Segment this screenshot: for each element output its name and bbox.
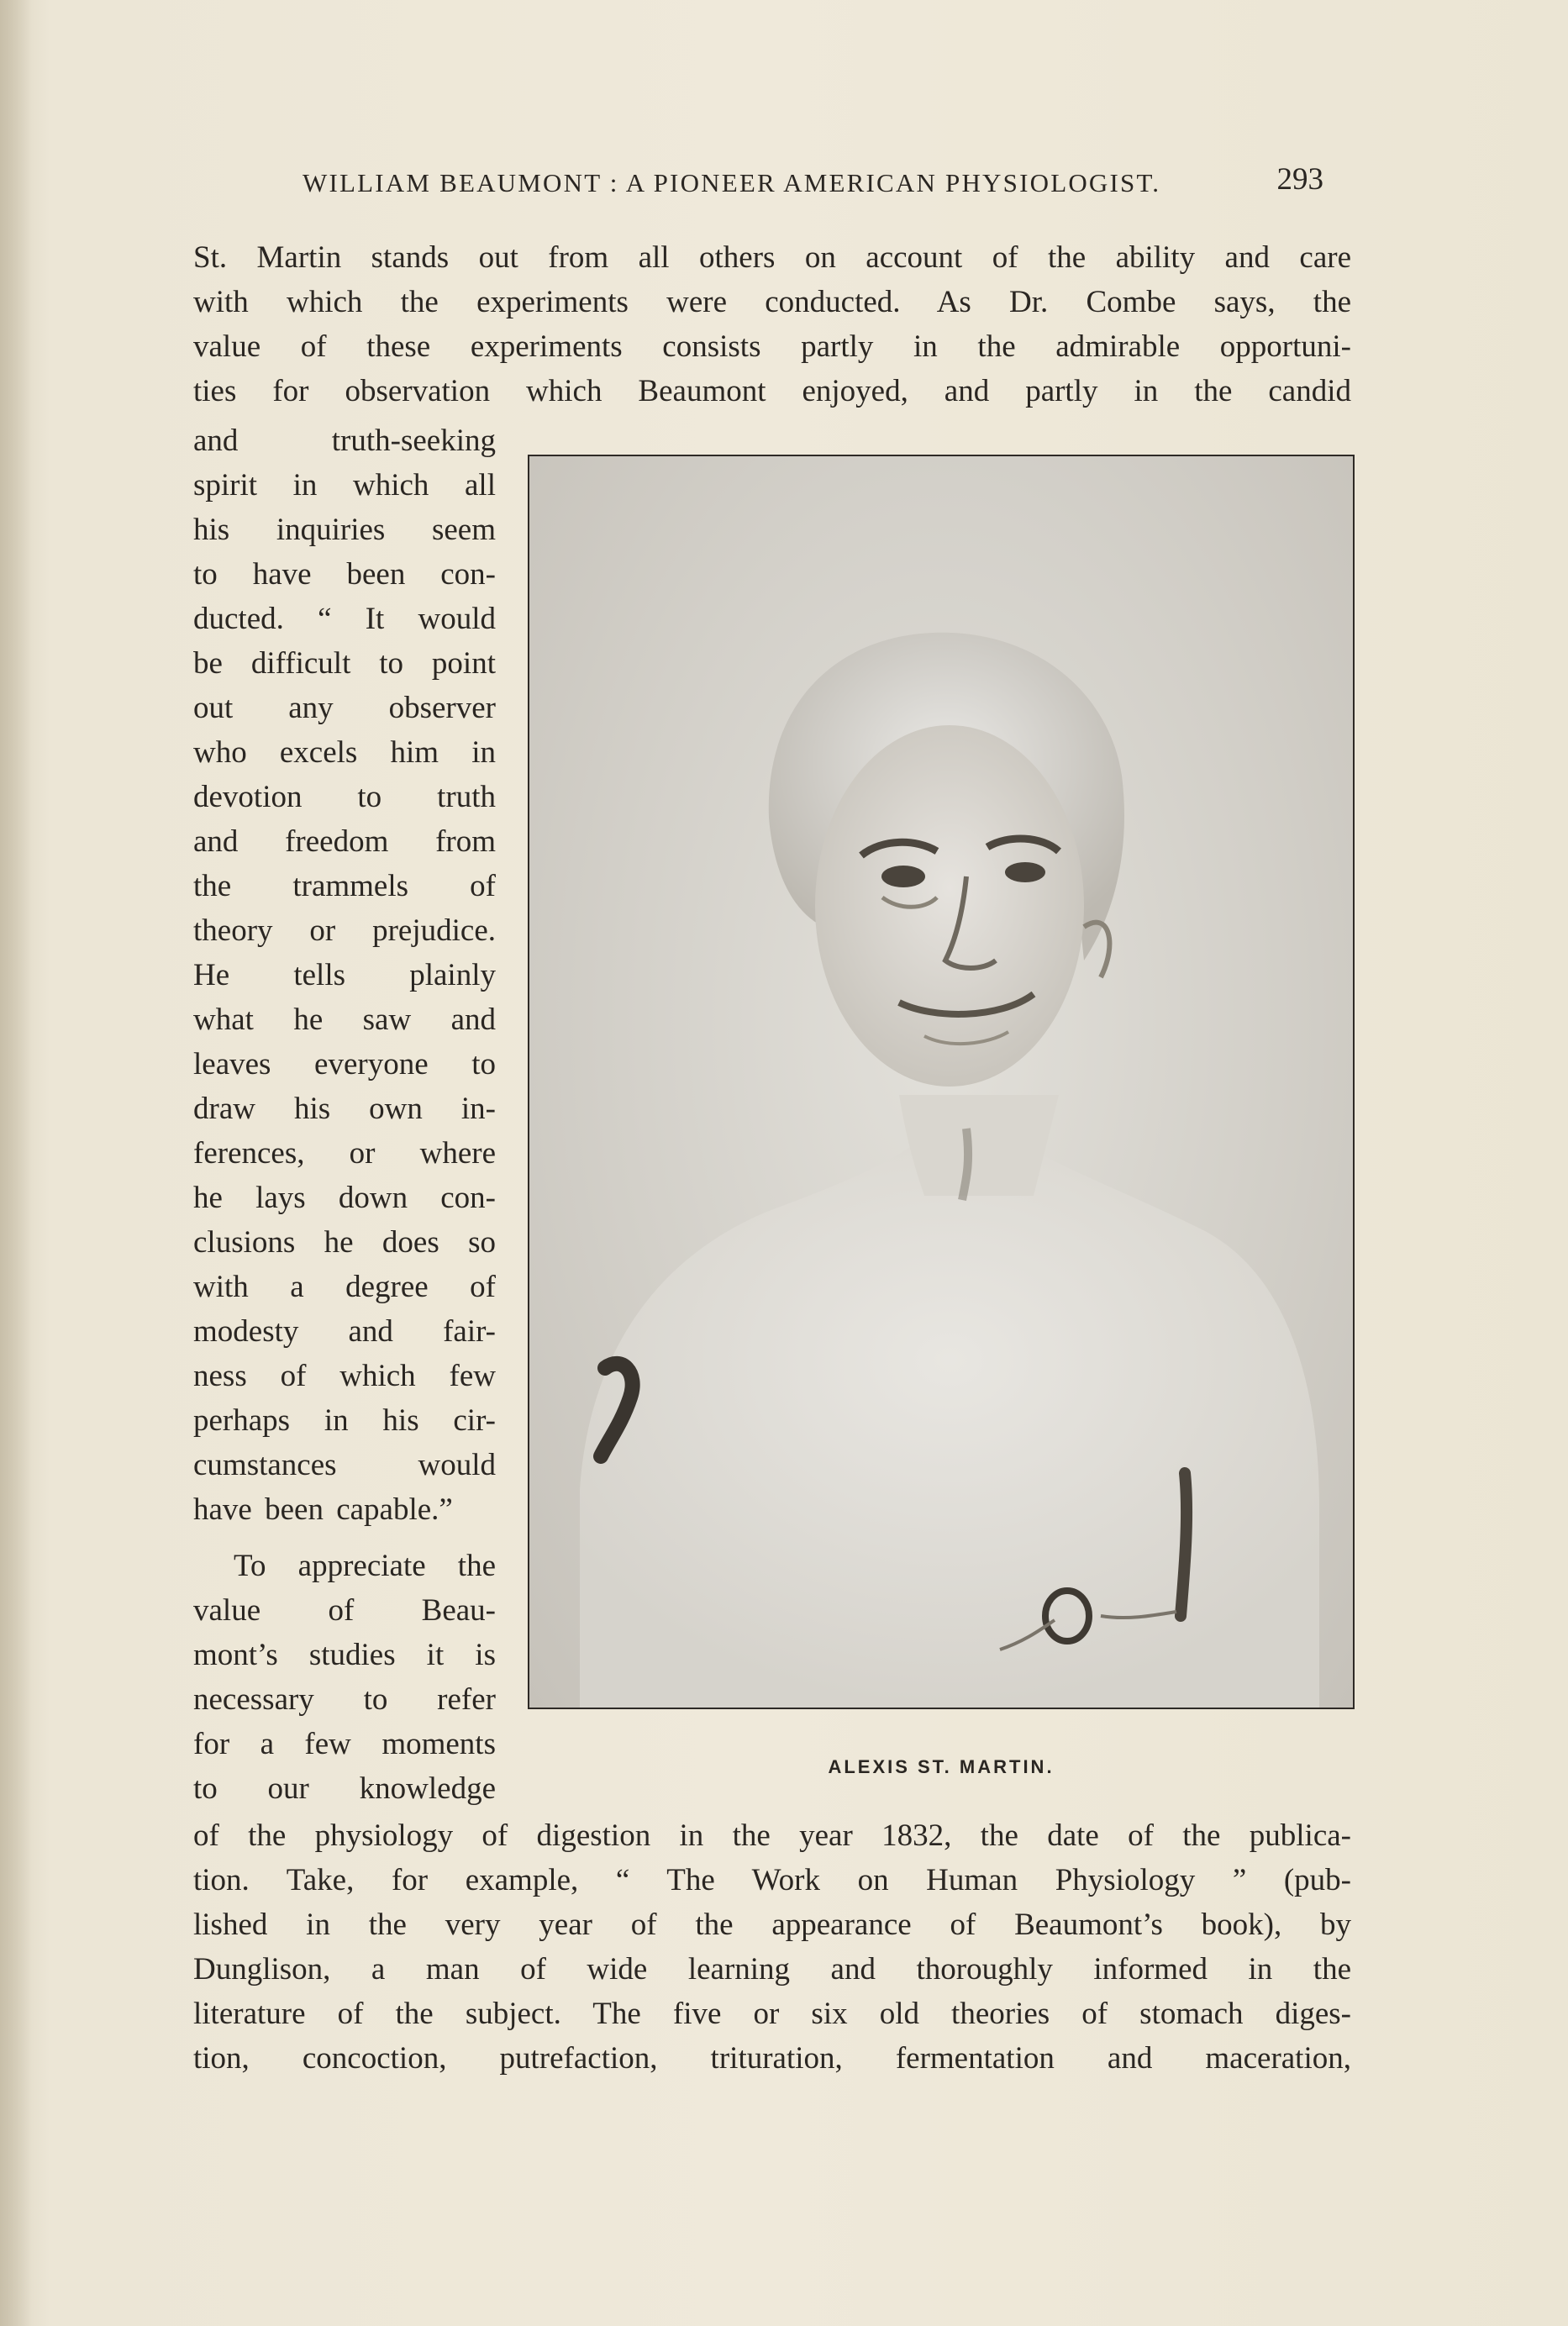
column-line: mont’s studies it is: [193, 1638, 496, 1672]
column-line: ness of which few: [193, 1359, 496, 1393]
column-line: to have been con-: [193, 557, 496, 592]
column-line: spirit in which all: [193, 468, 496, 503]
column-line: with a degree of: [193, 1270, 496, 1304]
body-line: lished in the very year of the appearance of Beaumont’s book), by: [193, 1908, 1351, 1942]
body-line: ties for observation which Beaumont enjoyed, and partly in the candid: [193, 374, 1351, 408]
body-line: tion. Take, for example, “ The Work on Human Physiology ” (pub-: [193, 1863, 1351, 1897]
body-line: St. Martin stands out from all others on account of the ability and care: [193, 240, 1351, 275]
column-line: ducted. “ It would: [193, 602, 496, 636]
column-line: He tells plainly: [193, 958, 496, 992]
column-line: what he saw and: [193, 1002, 496, 1037]
column-line: be difficult to point: [193, 646, 496, 681]
portrait-photo: [528, 455, 1355, 1709]
column-line: ferences, or where: [193, 1136, 496, 1171]
column-line: to our knowledge: [193, 1771, 496, 1806]
column-line: and truth-seeking: [193, 424, 496, 458]
page-header: [303, 161, 1323, 202]
body-line: tion, concoction, putrefaction, trituration, fermentation and maceration,: [193, 2041, 1351, 2076]
running-head: WILLIAM BEAUMONT : A PIONEER AMERICAN PHYSIOLOGIST.: [303, 168, 1161, 197]
spine-shadow: [0, 0, 32, 2326]
body-line: value of these experiments consists partly in the admirable opportuni-: [193, 329, 1351, 364]
column-line: modesty and fair-: [193, 1314, 496, 1349]
column-line: leaves everyone to: [193, 1047, 496, 1081]
column-line: for a few moments: [193, 1727, 496, 1761]
body-line: Dunglison, a man of wide learning and thoroughly informed in the: [193, 1952, 1351, 1987]
column-line: his inquiries seem: [193, 513, 496, 547]
column-line: have been capable.”: [193, 1492, 453, 1527]
column-line: out any observer: [193, 691, 496, 725]
column-line: value of Beau-: [193, 1593, 496, 1628]
column-line: he lays down con-: [193, 1181, 496, 1215]
column-line: who excels him in: [193, 735, 496, 770]
body-line: of the physiology of digestion in the year 1832, the date of the publica-: [193, 1818, 1351, 1853]
column-line: clusions he does so: [193, 1225, 496, 1260]
column-line: devotion to truth: [193, 780, 496, 814]
page-number: 293: [1276, 162, 1323, 197]
body-line: literature of the subject. The five or six old theories of stomach diges-: [193, 1997, 1351, 2031]
column-line: cumstances would: [193, 1448, 496, 1482]
column-line: theory or prejudice.: [193, 913, 496, 948]
column-line: To appreciate the: [234, 1549, 496, 1583]
column-line: perhaps in his cir-: [193, 1403, 496, 1438]
body-line: with which the experiments were conducted. As Dr. Combe says, the: [193, 285, 1351, 319]
figure-caption: ALEXIS ST. MARTIN.: [828, 1756, 1055, 1777]
column-line: necessary to refer: [193, 1682, 496, 1717]
column-line: and freedom from: [193, 824, 496, 859]
column-line: the trammels of: [193, 869, 496, 903]
column-line: draw his own in-: [193, 1092, 496, 1126]
